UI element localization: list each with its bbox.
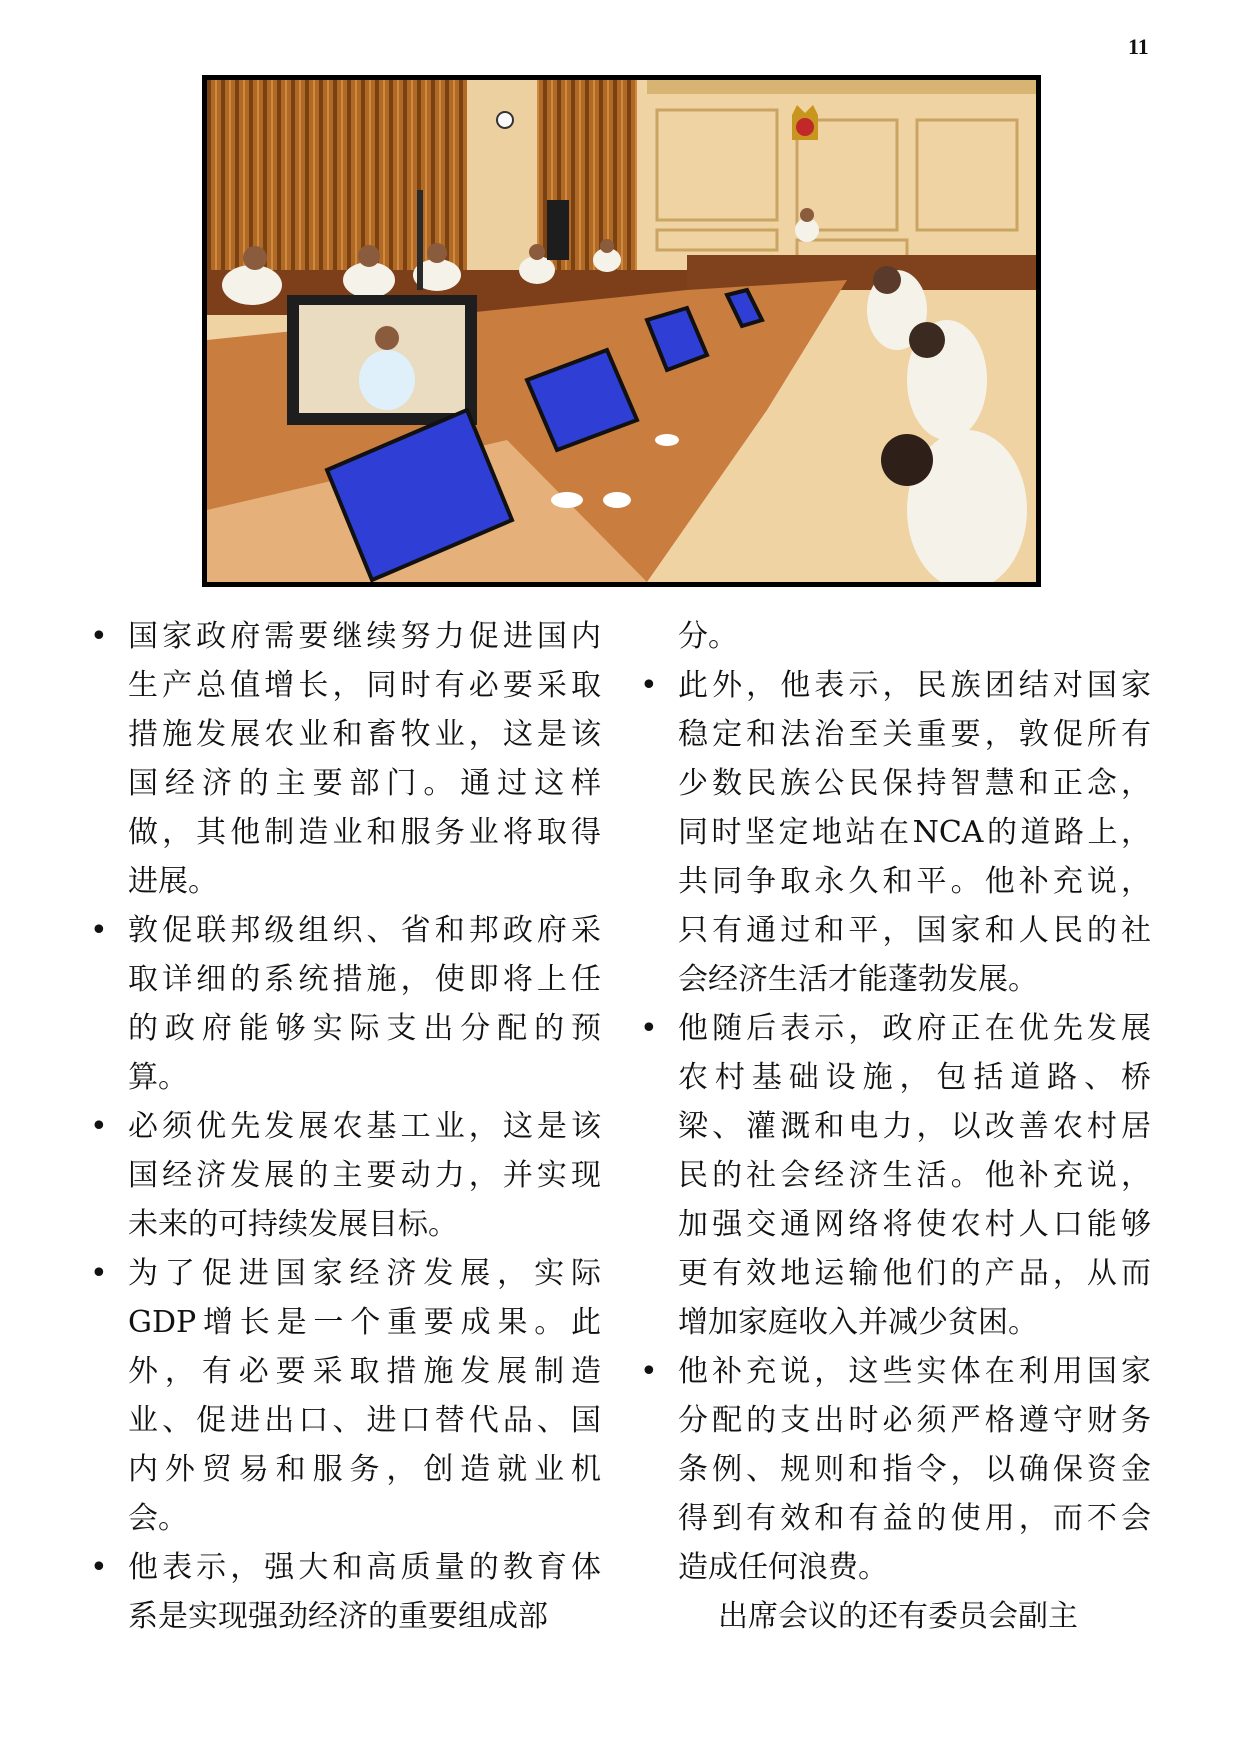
line-text: 只有通过和平，国家和人民的社 <box>678 913 1151 948</box>
line-text: 生产总值增长，同时有必要采取 <box>128 668 601 703</box>
line-text: 少数民族公民保持智慧和正念， <box>678 766 1151 801</box>
text-line <box>86 906 601 955</box>
bullet-item <box>636 1347 1151 1592</box>
text-line <box>636 1445 1151 1494</box>
line-text: 增加家庭收入并减少贫困。 <box>678 1305 1038 1340</box>
text-line <box>636 1543 1151 1592</box>
text-line <box>86 1494 601 1543</box>
text-line <box>636 1102 1151 1151</box>
text-line <box>86 857 601 906</box>
text-line <box>636 1494 1151 1543</box>
line-text: 同时坚定地站在NCA的道路上， <box>678 815 1151 850</box>
bullet-icon <box>640 1347 658 1396</box>
bullet-icon <box>640 1004 658 1053</box>
line-text: 造成任何浪费。 <box>678 1550 888 1585</box>
text-line <box>636 1592 1151 1641</box>
text-line <box>636 857 1151 906</box>
right-column <box>636 612 1151 1641</box>
line-text: 会。 <box>128 1501 188 1536</box>
line-text: 共同争取永久和平。他补充说， <box>678 864 1151 899</box>
bullet-item <box>86 1249 601 1543</box>
line-text: 分。 <box>678 619 738 654</box>
text-line <box>636 1347 1151 1396</box>
line-text: 国家政府需要继续努力促进国内 <box>128 619 601 654</box>
left-column <box>86 612 601 1641</box>
line-text: 民的社会经济生活。他补充说， <box>678 1158 1151 1193</box>
text-line <box>636 808 1151 857</box>
text-line <box>636 661 1151 710</box>
line-text: 算。 <box>128 1060 188 1095</box>
text-line <box>86 1004 601 1053</box>
bullet-icon <box>640 661 658 710</box>
page-number: 11 <box>1128 34 1149 59</box>
bullet-item <box>636 612 1151 661</box>
line-text: 进展。 <box>128 864 218 899</box>
line-text: 他补充说，这些实体在利用国家 <box>678 1354 1151 1389</box>
line-text: GDP增长是一个重要成果。此 <box>128 1305 601 1340</box>
text-line <box>86 1151 601 1200</box>
text-line <box>636 1053 1151 1102</box>
line-text: 国经济的主要部门。通过这样 <box>128 766 601 801</box>
text-line <box>86 1543 601 1592</box>
text-line <box>636 955 1151 1004</box>
line-text: 为了促进国家经济发展，实际 <box>128 1256 601 1291</box>
text-line <box>636 1249 1151 1298</box>
text-line <box>86 1249 601 1298</box>
line-text: 他随后表示，政府正在优先发展 <box>678 1011 1151 1046</box>
text-line <box>86 1445 601 1494</box>
text-line <box>86 710 601 759</box>
bullet-icon <box>90 612 108 661</box>
text-line <box>636 1396 1151 1445</box>
text-line <box>86 1053 601 1102</box>
bullet-item <box>86 1543 601 1641</box>
bullet-item <box>636 661 1151 1004</box>
bullet-icon <box>90 906 108 955</box>
text-line <box>86 808 601 857</box>
text-line <box>636 906 1151 955</box>
line-text: 内外贸易和服务，创造就业机 <box>128 1452 601 1487</box>
text-line <box>86 1592 601 1641</box>
line-text: 的政府能够实际支出分配的预 <box>128 1011 601 1046</box>
line-text: 条例、规则和指令，以确保资金 <box>678 1452 1151 1487</box>
bullet-item <box>86 612 601 906</box>
text-line <box>86 759 601 808</box>
line-text: 做，其他制造业和服务业将取得 <box>128 815 601 850</box>
line-text: 系是实现强劲经济的重要组成部 <box>128 1599 548 1634</box>
line-text: 梁、灌溉和电力，以改善农村居 <box>678 1109 1151 1144</box>
line-text: 得到有效和有益的使用，而不会 <box>678 1501 1151 1536</box>
meeting-photo <box>202 75 1041 587</box>
line-text: 出席会议的还有委员会副主 <box>718 1599 1078 1634</box>
text-line <box>86 1200 601 1249</box>
line-text: 更有效地运输他们的产品，从而 <box>678 1256 1151 1291</box>
line-text: 国经济发展的主要动力，并实现 <box>128 1158 601 1193</box>
text-line <box>636 1151 1151 1200</box>
paragraph <box>636 1592 1151 1641</box>
line-text: 他表示，强大和高质量的教育体 <box>128 1550 601 1585</box>
text-line <box>86 612 601 661</box>
text-line <box>86 1347 601 1396</box>
text-line <box>636 710 1151 759</box>
text-line <box>636 1200 1151 1249</box>
text-line <box>86 1396 601 1445</box>
bullet-item <box>636 1004 1151 1347</box>
line-text: 外，有必要采取措施发展制造 <box>128 1354 601 1389</box>
line-text: 加强交通网络将使农村人口能够 <box>678 1207 1151 1242</box>
text-line <box>86 1298 601 1347</box>
line-text: 敦促联邦级组织、省和邦政府采 <box>128 913 601 948</box>
bullet-icon <box>90 1249 108 1298</box>
text-line <box>86 661 601 710</box>
line-text: 业、促进出口、进口替代品、国 <box>128 1403 601 1438</box>
line-text: 措施发展农业和畜牧业，这是该 <box>128 717 601 752</box>
bullet-icon <box>90 1543 108 1592</box>
text-line <box>86 1102 601 1151</box>
text-line <box>636 759 1151 808</box>
line-text: 会经济生活才能蓬勃发展。 <box>678 962 1038 997</box>
line-text: 未来的可持续发展目标。 <box>128 1207 458 1242</box>
text-line <box>636 612 1151 661</box>
line-text: 必须优先发展农基工业，这是该 <box>128 1109 601 1144</box>
text-line <box>636 1004 1151 1053</box>
bullet-icon <box>90 1102 108 1151</box>
text-line <box>86 955 601 1004</box>
bullet-item <box>86 906 601 1102</box>
camera-tripod <box>417 190 423 290</box>
line-text: 取详细的系统措施，使即将上任 <box>128 962 601 997</box>
cameraman <box>547 200 569 260</box>
text-line <box>636 1298 1151 1347</box>
clock-icon <box>497 112 513 128</box>
bullet-item <box>86 1102 601 1249</box>
line-text: 分配的支出时必须严格遵守财务 <box>678 1403 1151 1438</box>
meeting-photo-illustration <box>207 80 1036 582</box>
line-text: 此外，他表示，民族团结对国家 <box>678 668 1151 703</box>
line-text: 稳定和法治至关重要，敦促所有 <box>678 717 1151 752</box>
line-text: 农村基础设施，包括道路、桥 <box>678 1060 1151 1095</box>
